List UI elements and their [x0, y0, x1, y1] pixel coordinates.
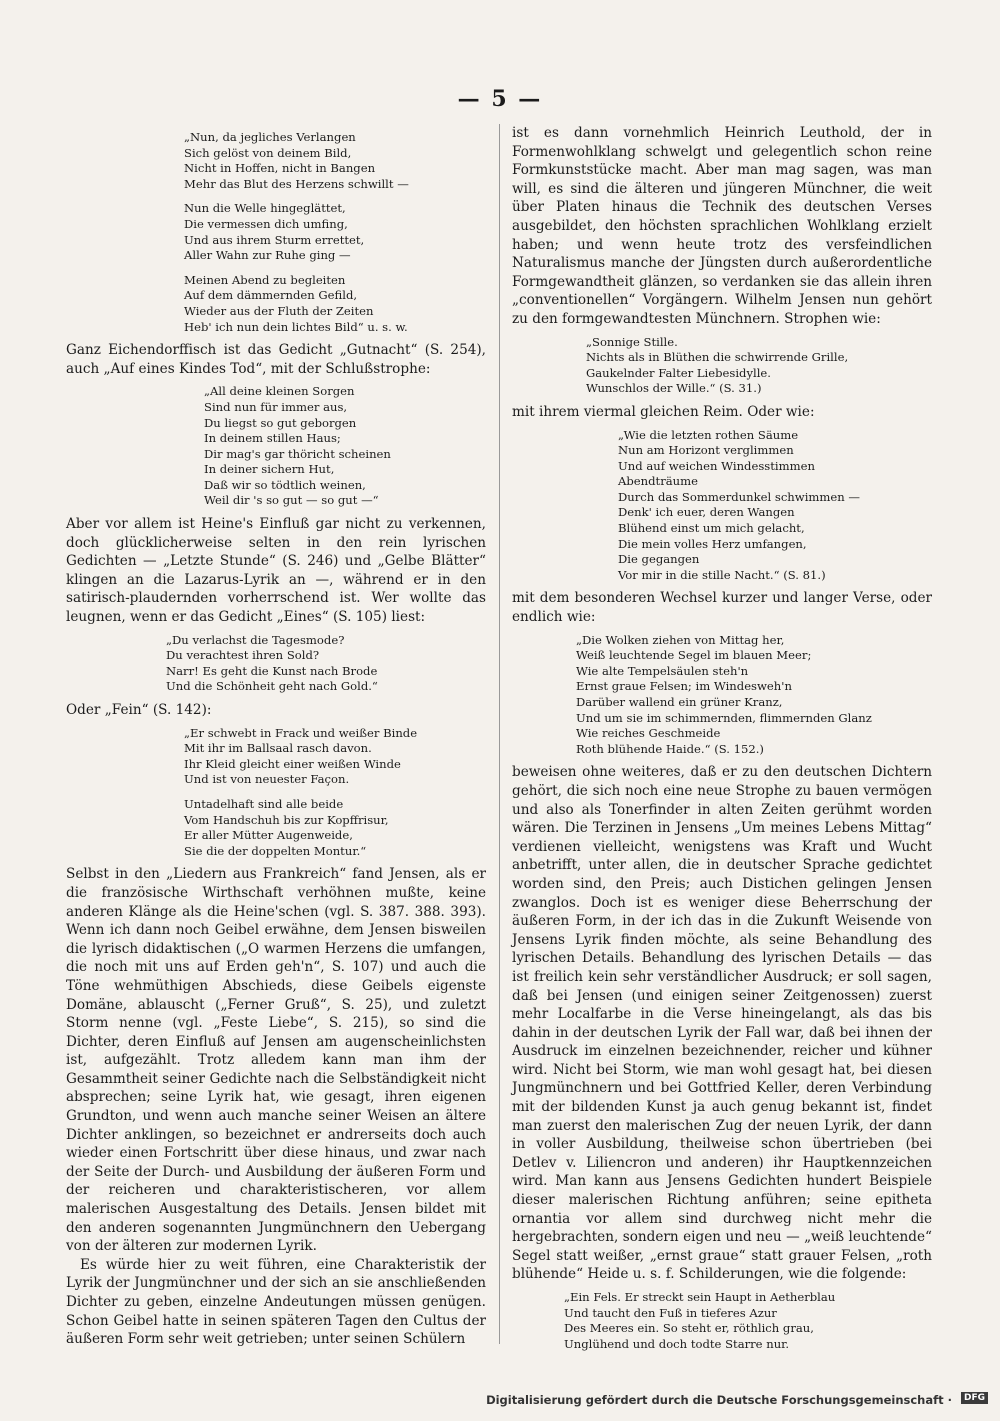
stanza — [166, 633, 486, 695]
stanza — [184, 726, 486, 788]
poem-line: Nichts als in Blüthen die schwirrende Grille, — [586, 350, 849, 365]
dfg-logo: DFG — [961, 1392, 988, 1404]
poem-line: In deiner sichern Hut, — [204, 462, 335, 477]
poem-sonnige-stille — [512, 335, 932, 397]
poem-line: Durch das Sommerdunkel schwimmen — — [618, 489, 861, 504]
poem-line: Vor mir in die stille Nacht.“ (S. 81.) — [618, 567, 826, 582]
poem-line: Mit ihr im Ballsaal rasch davon. — [184, 741, 372, 756]
paragraph: Aber vor allem ist Heine's Einfluß gar nicht zu verkennen, doch glücklicherweise selten in den rein lyrischen Gedichten — „Letzte Stunde“ (S. 246) und „Gelbe Blätter“ klingen an die Lazarus-Lyrik an —, während er in den satirisch-plaudernden vorherrschend ist. Wer wollte das leugnen, wenn er das Gedicht „Eines“ (S. 105) liest: — [66, 516, 486, 626]
stanza — [184, 130, 486, 192]
poem-line: Die gegangen — [618, 552, 700, 567]
poem-line: „Du verlachst die Tagesmode? — [166, 632, 345, 647]
poem-line: Meinen Abend zu begleiten — [184, 272, 346, 287]
poem-line: Weil dir 's so gut — so gut —“ — [204, 493, 379, 508]
poem-line: Gaukelnder Falter Liebesidylle. — [586, 365, 771, 380]
poem-line: Nicht in Hoffen, nicht in Bangen — [184, 161, 376, 176]
poem-line: Daß wir so tödtlich weinen, — [204, 477, 366, 492]
poem-line: Mehr das Blut des Herzens schwillt — — [184, 176, 409, 191]
poem-nun-da-jegliches — [66, 130, 486, 335]
poem-eines — [66, 633, 486, 695]
poem-line: In deinem stillen Haus; — [204, 431, 341, 446]
poem-line: Wie reiches Geschmeide — [576, 726, 721, 741]
poem-line: Wunschlos der Wille.“ (S. 31.) — [586, 381, 762, 396]
poem-line: „Wie die letzten rothen Säume — [618, 427, 799, 442]
poem-line: Weiß leuchtende Segel im blauen Meer; — [576, 648, 812, 663]
poem-line: Sind nun für immer aus, — [204, 399, 348, 414]
stanza — [184, 201, 486, 263]
poem-line: Und taucht den Fuß in tieferes Azur — [564, 1305, 777, 1320]
poem-line: Und die Schönheit geht nach Gold.“ — [166, 679, 378, 694]
poem-line: Dir mag's gar thöricht scheinen — [204, 446, 391, 461]
stanza — [576, 633, 932, 758]
poem-fein — [66, 726, 486, 860]
poem-line: Des Meeres ein. So steht er, röthlich grau, — [564, 1321, 814, 1336]
poem-line: Du verachtest ihren Sold? — [166, 648, 320, 663]
right-column — [512, 124, 932, 1358]
poem-line: „Er schwebt in Frack und weißer Binde — [184, 725, 418, 740]
poem-rothe-saeume — [512, 428, 932, 584]
poem-line: „Die Wolken ziehen von Mittag her, — [576, 632, 785, 647]
column-divider — [499, 124, 500, 1344]
stanza — [564, 1290, 932, 1352]
paragraph: Selbst in den „Liedern aus Frankreich“ fand Jensen, als er die französische Wirthschaft verhöhnen mußte, keine anderen Klänge als die Heine'schen (vgl. S. 387. 388. 393). Wenn ich dann noch Geibel erwähne, dem Jensen bisweilen die lyrisch didaktischen („O warmen Herzens die umfangen, die noch mit uns auf Erden geh'n“, S. 107) und auch die Töne wehmüthigen Abschieds, diese Geibels eigenste Domäne, ablauscht („Ferner Gruß“, S. 25), und zuletzt Storm nenne (vgl. „Feste Liebe“, S. 215), so sind die Dichter, deren Einfluß auf Jensen am augenscheinlichsten ist, aufgezählt. Trotz alledem kann man ihm der Gesammtheit seiner Gedichte nach die Selbständigkeit nicht absprechen; seine Lyrik hat, wie gesagt, ihren eigenen Grundton, und wenn auch manche seiner Weisen an ältere Dichter anklingen, so bezeichnet er andrerseits doch auch wieder einen Fortschritt über diese hinaus, und zwar nach der Seite der Durch- und Ausbildung der äußeren Form und der reicheren und charakteristischeren, vor allem malerischen Ausgestaltung des Details. Jensen bildet mit den anderen sogenannten Jungmünchnern den Uebergang von der älteren zur modernen Lyrik. — [66, 866, 486, 1255]
poem-line: „Nun, da jegliches Verlangen — [184, 130, 356, 144]
poem-line: Und um sie im schimmernden, flimmernden Glanz — [576, 710, 872, 725]
poem-fels — [512, 1290, 932, 1352]
stanza — [204, 384, 486, 509]
poem-line: Vom Handschuh bis zur Kopffrisur, — [184, 812, 389, 827]
poem-line: Roth blühende Haide.“ (S. 152.) — [576, 741, 764, 756]
poem-line: Und aus ihrem Sturm errettet, — [184, 232, 365, 247]
poem-line: „Sonnige Stille. — [586, 334, 678, 349]
poem-line: Du liegst so gut geborgen — [204, 415, 357, 430]
paragraph: mit dem besonderen Wechsel kurzer und langer Verse, oder endlich wie: — [512, 590, 932, 626]
stanza — [184, 273, 486, 335]
poem-line: Nun am Horizont verglimmen — [618, 443, 794, 458]
poem-line: Er aller Mütter Augenweide, — [184, 828, 353, 843]
paragraph: mit ihrem viermal gleichen Reim. Oder wie: — [512, 403, 815, 420]
poem-line: Nun die Welle hingeglättet, — [184, 201, 346, 216]
page-number: — 5 — — [457, 86, 543, 112]
paragraph: ist es dann vornehmlich Heinrich Leuthold, der in Formenwohlklang schwelgt und gelegentlich schon reine Formkunststücke macht. Aber man mag sagen, was man will, es sind die älteren und jüngeren Münchner, die weit über Platen hinaus die Technik des deutschen Verses ausgebildet, den höchsten sprachlichen Wohlklang erzielt haben; und wenn heute trotz des versfeindlichen Naturalismus manche der Jüngsten durch außerordentliche Formgewandtheit glänzen, so verdanken sie das allein ihren „conventionellen“ Vorgängern. Wilhelm Jensen nun gehört zu den formgewandtesten Münchnern. Strophen wie: — [512, 125, 932, 327]
poem-line: Und ist von neuester Façon. — [184, 772, 350, 787]
poem-line: Wieder aus der Fluth der Zeiten — [184, 303, 374, 318]
poem-line: Aller Wahn zur Ruhe ging — — [184, 248, 351, 263]
paragraph: Es würde hier zu weit führen, eine Charakteristik der Lyrik der Jungmünchner und der sich an sie anschließenden Dichter zu geben, einzelne Andeutungen müssen genügen. Schon Geibel hatte in seinen späteren Tagen den Cultus der äußeren Form sehr weit getrieben; unter seinen Schülern — [66, 1256, 486, 1348]
poem-line: Untadelhaft sind alle beide — [184, 796, 344, 811]
poem-line: Auf dem dämmernden Gefild, — [184, 288, 358, 303]
poem-line: Denk' ich euer, deren Wangen — [618, 505, 795, 520]
poem-line: Ernst graue Felsen; im Windesweh'n — [576, 679, 792, 694]
poem-line: Darüber wallend ein grüner Kranz, — [576, 695, 783, 709]
poem-line: Narr! Es geht die Kunst nach Brode — [166, 663, 378, 678]
poem-line: Sie die der doppelten Montur.“ — [184, 843, 367, 858]
poem-line: Sich gelöst von deinem Bild, — [184, 145, 352, 160]
poem-line: Heb' ich nun dein lichtes Bild“ u. s. w. — [184, 319, 408, 334]
poem-line: „All deine kleinen Sorgen — [204, 384, 355, 399]
footer-credit: Digitalisierung gefördert durch die Deutsche Forschungsgemeinschaft · — [486, 1393, 952, 1407]
left-column — [66, 124, 486, 1349]
poem-line: Unglühend und doch todte Starre nur. — [564, 1336, 790, 1351]
poem-line: Wie alte Tempelsäulen steh'n — [576, 663, 749, 678]
poem-line: Und auf weichen Windesstimmen — [618, 458, 815, 473]
stanza — [618, 428, 932, 584]
stanza — [184, 797, 486, 859]
poem-line: „Ein Fels. Er streckt sein Haupt in Aetherblau — [564, 1290, 836, 1304]
poem-kindes-tod — [66, 384, 486, 509]
poem-line: Abendträume — [618, 474, 698, 489]
paragraph: beweisen ohne weiteres, daß er zu den deutschen Dichtern gehört, die sich noch eine neue Strophe zu bauen vermögen und also als Tonerfinder in alten Zeiten gerühmt worden wären. Die Terzinen in Jensens „Um meines Lebens Mittag“ verdienen vielleicht, wenigstens was Kraft und Wucht anbetrifft, unter allen, die in deutscher Sprache gedichtet worden sind, den Preis; auch Distichen gelingen Jensen zwanglos. Doch ist es weniger diese Beherrschung der äußeren Form, in der ich das in die Zukunft Weisende von Jensens Lyrik finden möchte, als seine Behandlung des lyrischen Details. Behandlung des lyrischen Details — das ist freilich kein sehr verständlicher Ausdruck; er soll sagen, daß bei Jensen (und einigen seiner Zeitgenossen) zuerst mehr Localfarbe in die Verse hineingelangt, als das bis dahin in der deutschen Lyrik der Fall war, daß bei ihnen der Ausdruck im einzelnen bezeichnender, reicher und kühner wird. Nicht bei Storm, wie man wohl gesagt hat, bei diesen Jungmünchnern und bei Gottfried Keller, deren Verbindung mit der bildenden Kunst ja auch genug bekannt ist, findet man zuerst den malerischen Zug der neuen Lyrik, der dann in voller Ausbildung, theilweise schon übertrieben (bei Detlev v. Liliencron und anderen) ihr Hauptkennzeichen wird. Man kann aus Jensens Gedichten hundert Beispiele dieser malerischen Richtung anführen; seine epitheta ornantia vor allem sind durchweg nicht mehr die hergebrachten, sondern eigen und neu — „weiß leuchtende“ Segel statt weißer, „ernst graue“ statt grauer Felsen, „roth blühende“ Heide u. s. f. Schilderungen, wie die folgende: — [512, 764, 932, 1283]
poem-line: Blühend einst um mich gelacht, — [618, 521, 805, 536]
paragraph: Ganz Eichendorffisch ist das Gedicht „Gutnacht“ (S. 254), auch „Auf eines Kindes Tod“, mit der Schlußstrophe: — [66, 342, 486, 377]
paragraph: Oder „Fein“ (S. 142): — [66, 702, 212, 718]
poem-line: Die vermessen dich umfing, — [184, 216, 348, 231]
poem-wolken — [512, 633, 932, 758]
stanza — [586, 335, 932, 397]
poem-line: Ihr Kleid gleicht einer weißen Winde — [184, 756, 401, 771]
poem-line: Die mein volles Herz umfangen, — [618, 536, 807, 551]
